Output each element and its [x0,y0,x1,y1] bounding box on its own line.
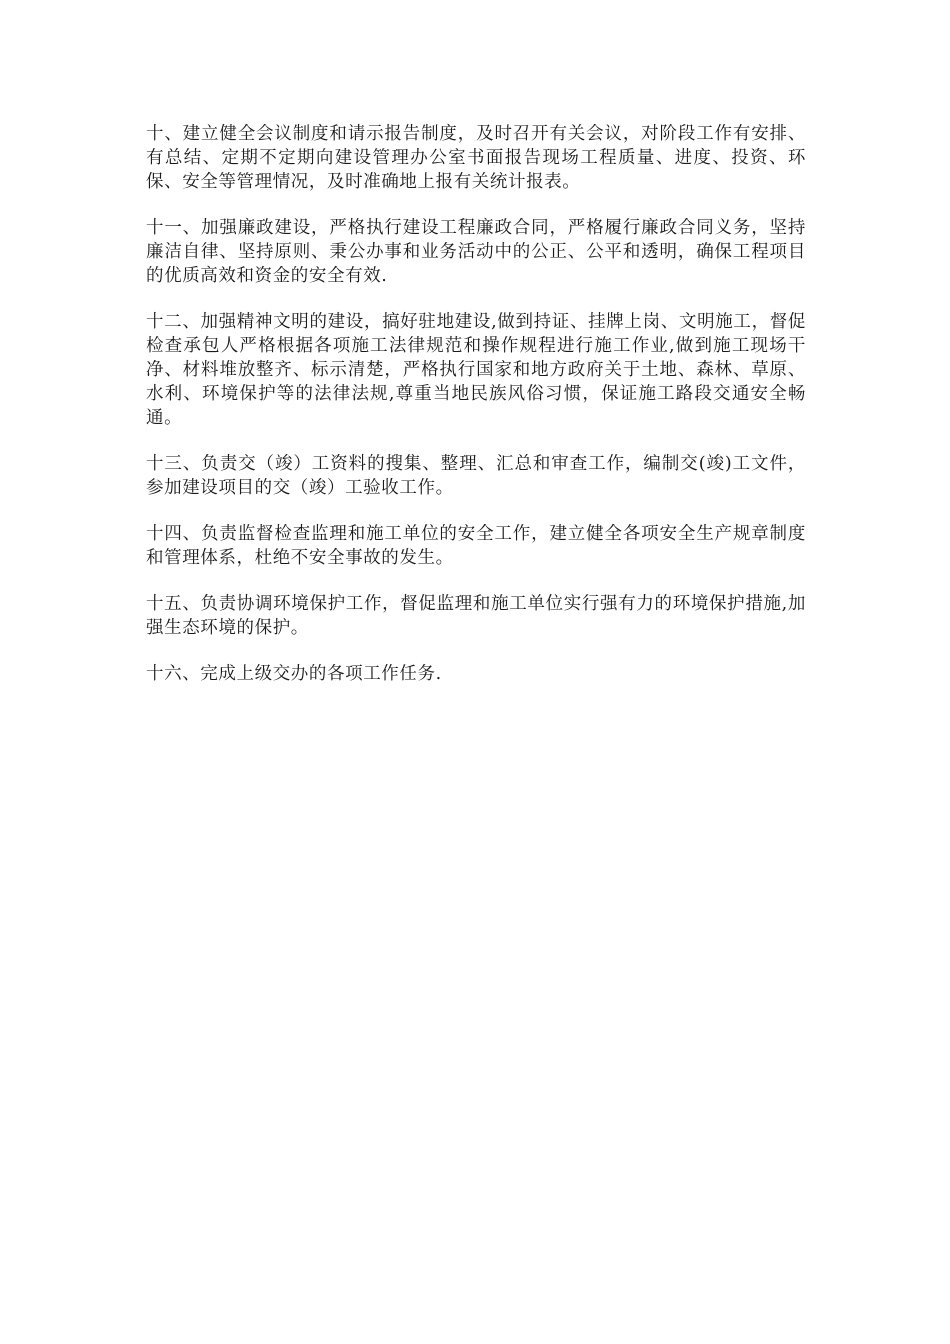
paragraph-15: 十五、负责协调环境保护工作，督促监理和施工单位实行强有力的环境保护措施,加强生态环境的保护。 [146,594,806,638]
paragraph-10: 十、建立健全会议制度和请示报告制度，及时召开有关会议，对阶段工作有安排、有总结、定期不定期向建设管理办公室书面报告现场工程质量、进度、投资、环保、安全等管理情况，及时准确地上报有关统计报表。 [146,124,806,192]
paragraph-16: 十六、完成上级交办的各项工作任务. [146,664,442,684]
paragraph-11: 十一、加强廉政建设，严格执行建设工程廉政合同，严格履行廉政合同义务，坚持廉洁自律、坚持原则、秉公办事和业务活动中的公正、公平和透明，确保工程项目的优质高效和资金的安全有效. [146,218,806,286]
paragraph-14: 十四、负责监督检查监理和施工单位的安全工作，建立健全各项安全生产规章制度和管理体系，杜绝不安全事故的发生。 [146,524,806,568]
paragraph-13: 十三、负责交（竣）工资料的搜集、整理、汇总和审查工作，编制交(竣)工文件，参加建设项目的交（竣）工验收工作。 [146,454,806,498]
paragraph-12: 十二、加强精神文明的建设，搞好驻地建设,做到持证、挂牌上岗、文明施工，督促检查承包人严格根据各项施工法律规范和操作规程进行施工作业,做到施工现场干净、材料堆放整齐、标示清楚，严格执行国家和地方政府关于土地、森林、草原、水利、环境保护等的法律法规,尊重当地民族风俗习惯，保证施工路段交通安全畅通。 [146,312,806,428]
document-page [146,122,806,708]
